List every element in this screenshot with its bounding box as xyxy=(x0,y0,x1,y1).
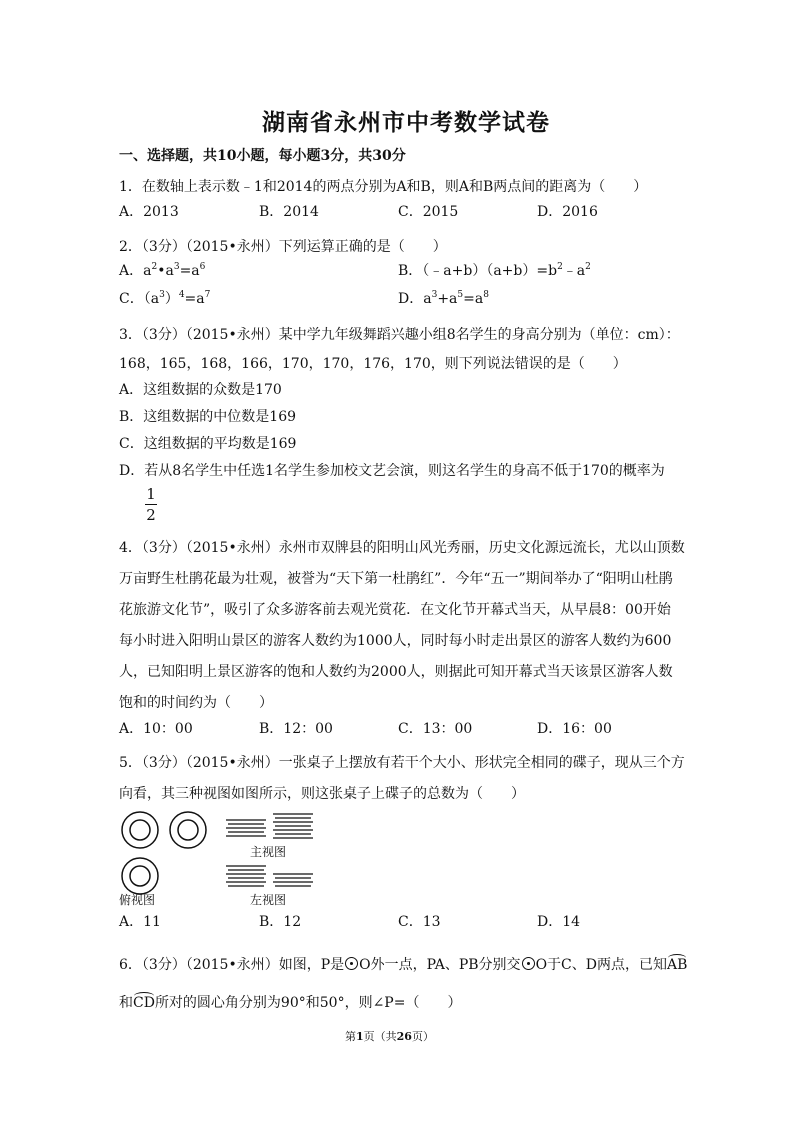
q1-option-a: A．2013 xyxy=(119,204,179,220)
q3-fraction xyxy=(141,485,161,524)
q3-option-c: C．这组数据的平均数是169 xyxy=(119,436,297,452)
q1-option-c: C．2015 xyxy=(398,204,459,220)
q4-line-4: 每小时进入阳明山景区的游客人数约为1000人，同时每小时走出景区的游客人数约为600 xyxy=(119,633,672,649)
q2-option-b: B．$(﹣a+b)(a+b)=b^2﹣a^2$ xyxy=(398,262,591,279)
q6-line-1: 6．（3分）（2015•永州）如图，P是 O外一点，PA、PB分别交 O于C、D两点，已知AB xyxy=(119,957,688,973)
plate-top-view-2 xyxy=(170,812,206,848)
fraction-denominator: 2 xyxy=(146,506,156,524)
q4-line-6: 饱和的时间约为（ ） xyxy=(119,695,273,711)
q4-option-c: C．13：00 xyxy=(398,721,473,737)
q3-option-a: A．这组数据的众数是170 xyxy=(119,382,282,398)
q4-line-5: 人，已知阳明上景区游客的饱和人数约为2000人，则据此可知开幕式当天该景区游客人数 xyxy=(119,664,673,680)
arc-ab: AB xyxy=(666,957,688,973)
q5-option-a: A．11 xyxy=(119,914,161,930)
total-pages: 26 xyxy=(396,1030,412,1043)
q5-option-c: C．13 xyxy=(398,914,441,930)
q2-stem: 2．（3分）（2015•永州）下列运算正确的是（ ） xyxy=(119,239,447,255)
stack-front-2 xyxy=(273,814,313,838)
page-title: 湖南省永州市中考数学试卷 xyxy=(262,109,550,136)
arc-cd: CD xyxy=(133,995,155,1011)
q4-option-a: A．10：00 xyxy=(119,721,193,737)
stack-left-2 xyxy=(273,874,313,886)
fraction-bar xyxy=(145,504,157,505)
q3-option-b: B．这组数据的中位数是169 xyxy=(119,409,297,425)
current-page: 1 xyxy=(356,1030,364,1043)
q5-option-b: B．12 xyxy=(259,914,302,930)
stack-left-1 xyxy=(226,866,266,886)
q4-line-2: 万亩野生杜鹃花最为壮观，被誉为“天下第一杜鹃红”．今年“五一”期间举办了“阳明山杜鹃 xyxy=(119,571,673,587)
q2-option-c: C．$(a^3)^4=a^7$ xyxy=(119,290,211,307)
plate-top-view-1 xyxy=(122,812,158,848)
q3-line-2: 168，165，168，166，170，170，176，170，则下列说法错误的是（ ） xyxy=(119,356,627,372)
q4-line-3: 花旅游文化节”，吸引了众多游客前去观光赏花．在文化节开幕式当天，从早晨8：00开始 xyxy=(119,602,671,618)
q5-line-2: 向看，其三种视图如图所示，则这张桌子上碟子的总数为（ ） xyxy=(119,786,525,802)
q6-line-2: 和CD所对的圆心角分别为90°和50°，则∠P=（ ） xyxy=(119,995,462,1011)
section-heading: 一、选择题，共10小题，每小题3分，共30分 xyxy=(119,148,406,164)
circle-dot-symbol xyxy=(522,957,535,970)
stack-front-1 xyxy=(226,820,266,836)
top-view-label: 俯视图 xyxy=(119,893,156,907)
circle-dot-symbol xyxy=(345,957,358,970)
page-footer: 第1页（共26页） xyxy=(345,1030,434,1043)
plate-top-view-3 xyxy=(122,858,158,894)
q4-option-b: B．12：00 xyxy=(259,721,333,737)
q2-option-d: D．$a^3+a^5=a^8$ xyxy=(398,290,489,307)
q1-option-d: D．2016 xyxy=(537,204,598,220)
q1-stem: 1．在数轴上表示数﹣1和2014的两点分别为A和B，则A和B两点间的距离为（ ） xyxy=(119,179,648,195)
left-view-stacks xyxy=(226,866,313,886)
q4-line-1: 4．（3分）（2015•永州）永州市双牌县的阳明山风光秀丽，历史文化源远流长，尤以山顶数 xyxy=(119,540,685,556)
left-view-label: 左视图 xyxy=(250,893,287,907)
q1-option-b: B．2014 xyxy=(259,204,319,220)
front-view-label: 主视图 xyxy=(250,845,287,859)
q5-option-d: D．14 xyxy=(537,914,581,930)
front-view-stacks xyxy=(226,814,313,838)
q2-option-a: A．$a^2•a^3=a^6$ xyxy=(119,262,206,279)
q3-line-1: 3．（3分）（2015•永州）某中学九年级舞蹈兴趣小组8名学生的身高分别为（单位：cm）： xyxy=(119,327,680,343)
q3-option-d: D．若从8名学生中任选1名学生参加校文艺会演，则这名学生的身高不低于170的概率为 xyxy=(119,463,665,479)
fraction-numerator: 1 xyxy=(146,485,156,503)
q4-option-d: D．16：00 xyxy=(537,721,612,737)
q5-line-1: 5．（3分）（2015•永州）一张桌子上摆放有若干个大小、形状完全相同的碟子，现从三个方 xyxy=(119,755,685,771)
